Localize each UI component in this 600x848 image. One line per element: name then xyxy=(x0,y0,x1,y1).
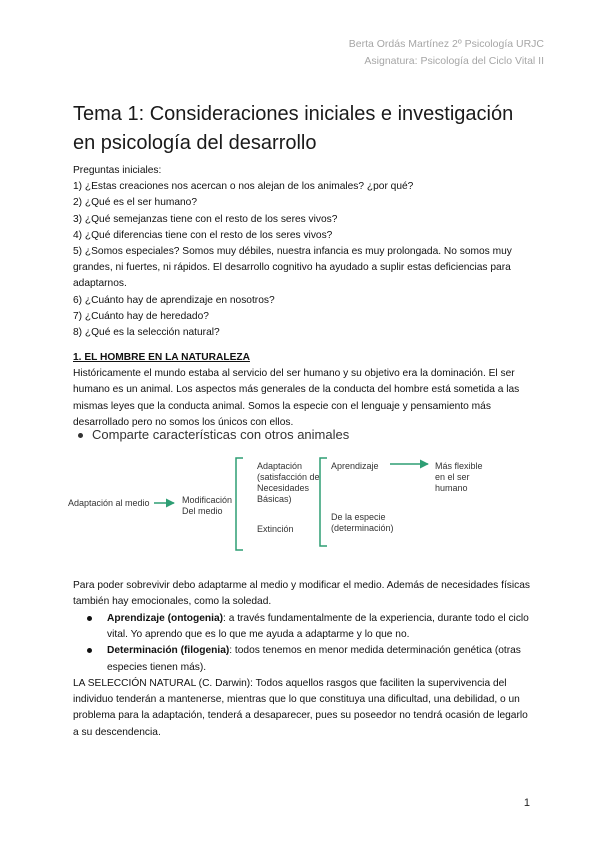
question-item: 7) ¿Cuánto hay de heredado? xyxy=(73,310,209,322)
bracket-aprendizaje xyxy=(320,458,327,546)
header-author: Berta Ordás Martínez 2º Psicología URJC xyxy=(348,38,544,50)
label-extincion: Extinción xyxy=(257,524,294,534)
bullet-term: Determinación (filogenia) xyxy=(107,645,230,657)
questions-intro: Preguntas iniciales: xyxy=(73,165,162,176)
bullet-dot xyxy=(87,648,92,653)
question-item: 5) ¿Somos especiales? Somos muy débiles, nuestra infancia es muy prolongada. No somos muy grandes, ni fuertes, ni rápidos. El desarrollo cognitivo ha ayudado a suplir estas deficiencias para adaptarnos. xyxy=(73,246,512,290)
header-subject: Asignatura: Psicología del Ciclo Vital II xyxy=(364,55,544,67)
question-item: 3) ¿Qué semejanzas tiene con el resto de los seres vivos? xyxy=(73,213,338,225)
questions-block xyxy=(73,163,533,341)
diagram-bullet xyxy=(78,427,349,442)
label-modificacion: Modificación Del medio xyxy=(182,495,233,516)
label-adaptacion-necesidades: Adaptación (satisfacción de Necesidades Básicas) xyxy=(257,461,320,504)
seleccion-natural xyxy=(73,676,533,741)
label-mas-flexible: Más flexible en el ser humano xyxy=(435,461,483,493)
page-header xyxy=(349,36,544,70)
section-paragraph: Históricamente el mundo estaba al servicio del ser humano y su objetivo era la dominación. El ser humano es un animal. Los aspectos más generales de la conducta del hombre está sometida a las mismas leyes que la conducta animal. Somos la especie con el lenguaje y pensamiento más desarrollado pero no somos los únicos con ellos. xyxy=(73,368,520,428)
bullet-text: : a través fundamentalmente de la experiencia, durante todo el ciclo vital. Yo aprendo que es lo que me ayuda a adaptarme y lo que no. xyxy=(107,613,529,641)
bullet-determinacion xyxy=(85,643,533,675)
paragraph-sobrevivir xyxy=(73,578,533,610)
question-item: 4) ¿Qué diferencias tiene con el resto de los seres vivos? xyxy=(73,229,333,241)
diagram-bullet-text: Comparte características con otros animales xyxy=(92,427,350,442)
question-item: 6) ¿Cuánto hay de aprendizaje en nosotros? xyxy=(73,294,275,306)
label-especie: De la especie (determinación) xyxy=(331,512,394,533)
document-title: Tema 1: Consideraciones iniciales e investigación en psicología del desarrollo xyxy=(73,103,514,154)
bullet-text: : todos tenemos en menor medida determinación genética (otras especies tienen más). xyxy=(107,645,521,673)
bullet-list xyxy=(85,611,533,676)
seleccion-natural-text: LA SELECCIÓN NATURAL (C. Darwin): Todos aquellos rasgos que faciliten la supervivencia del individuo tenderán a mantenerse, mientras que lo que constituya una dificultad, una debilidad, o un problema para la adaptación, tenderá a desaparecer, pues su poseedor no tendrá ocasión de legarlo a su descendencia. xyxy=(73,678,528,738)
section-heading: 1. EL HOMBRE EN LA NATURALEZA xyxy=(73,352,250,363)
label-adaptacion-medio: Adaptación al medio xyxy=(68,498,150,508)
label-aprendizaje: Aprendizaje xyxy=(331,461,379,471)
question-item: 2) ¿Qué es el ser humano? xyxy=(73,197,198,209)
bullet-dot xyxy=(78,433,83,438)
adaptation-diagram xyxy=(60,450,540,560)
bullet-term: Aprendizaje (ontogenia) xyxy=(107,613,224,624)
section-naturaleza xyxy=(73,350,533,431)
bullet-dot xyxy=(87,616,92,621)
question-item: 8) ¿Qué es la selección natural? xyxy=(73,327,220,339)
bracket-adaptacion xyxy=(236,458,243,550)
bullet-aprendizaje xyxy=(85,611,533,643)
question-item: 1) ¿Estas creaciones nos acercan o nos alejan de los animales? ¿por qué? xyxy=(73,181,414,193)
page-number: 1 xyxy=(523,797,530,809)
paragraph-text: Para poder sobrevivir debo adaptarme al medio y modificar el medio. Además de necesidades físicas también hay emocionales, como la soledad. xyxy=(73,580,530,608)
